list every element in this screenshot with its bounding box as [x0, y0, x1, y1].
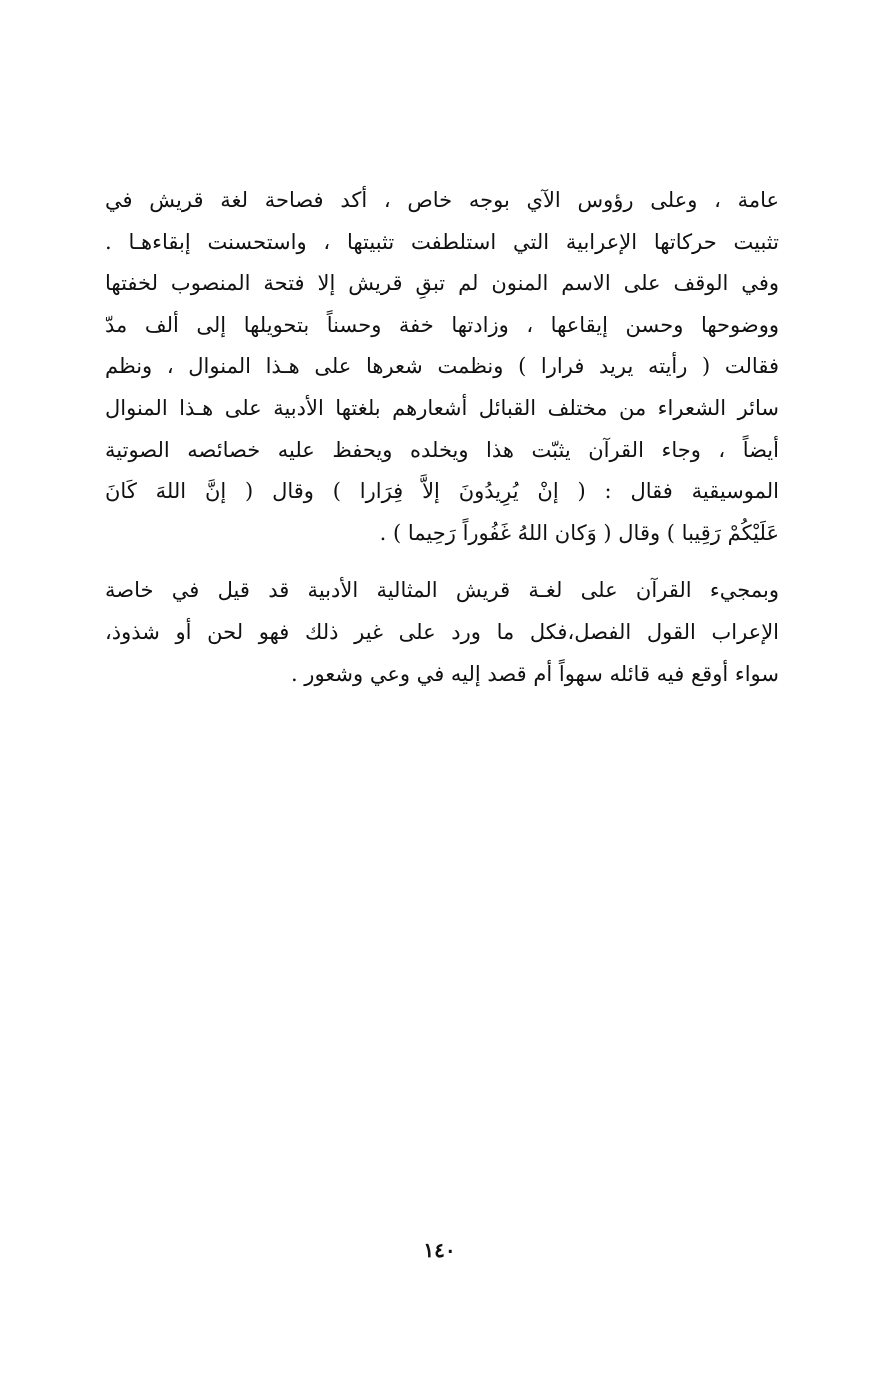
- paragraph-spacer: [105, 554, 779, 570]
- text-line: الإعراب القول الفصل،فكل ما ورد على غير ذلك فهو لحن أو شذوذ،: [105, 619, 779, 644]
- paragraph-2: [105, 570, 779, 695]
- page-number: ١٤٠: [423, 1238, 456, 1262]
- paragraph-1: [105, 180, 779, 554]
- text-line: وبمجيء القرآن على لغـة قريش المثالية الأدبية قد قيل في خاصة: [105, 578, 779, 603]
- text-line: عامة ، وعلى رؤوس الآي بوجه خاص ، أكد فصاحة لغة قريش في: [105, 188, 779, 212]
- text-line: تثبيت حركاتها الإعرابية التي استلطفت تثبيتها ، واستحسنت إبقاءهـا .: [105, 229, 779, 254]
- body-text: [105, 180, 779, 695]
- text-line: ووضوحها وحسن إيقاعها ، وزادتها خفة وحسناً بتحويلها إلى ألف مدّ: [105, 312, 779, 337]
- text-line: الموسيقية فقال : ( إنْ يُرِيدُونَ إلاَّ فِرَارا ) وقال ( إنَّ اللهَ كَانَ: [105, 479, 779, 504]
- text-line: فقالت ( رأيته يريد فرارا ) ونظمت شعرها على هـذا المنوال ، ونظم: [105, 354, 779, 379]
- text-line: وفي الوقف على الاسم المنون لم تبقِ قريش إلا فتحة المنصوب لخفتها: [105, 271, 779, 296]
- text-line: أيضاً ، وجاء القرآن يثبّت هذا ويخلده ويحفظ عليه خصائصه الصوتية: [105, 437, 779, 462]
- text-line: سواء أوقع فيه قائله سهواً أم قصد إليه في وعي وشعور .: [290, 661, 779, 686]
- text-line: سائر الشعراء من مختلف القبائل أشعارهم بلغتها الأدبية على هـذا المنوال: [105, 395, 779, 420]
- text-line: عَلَيْكُمْ رَقِيبا ) وقال ( وَكان اللهُ غَفُوراً رَحِيما ) .: [379, 520, 779, 545]
